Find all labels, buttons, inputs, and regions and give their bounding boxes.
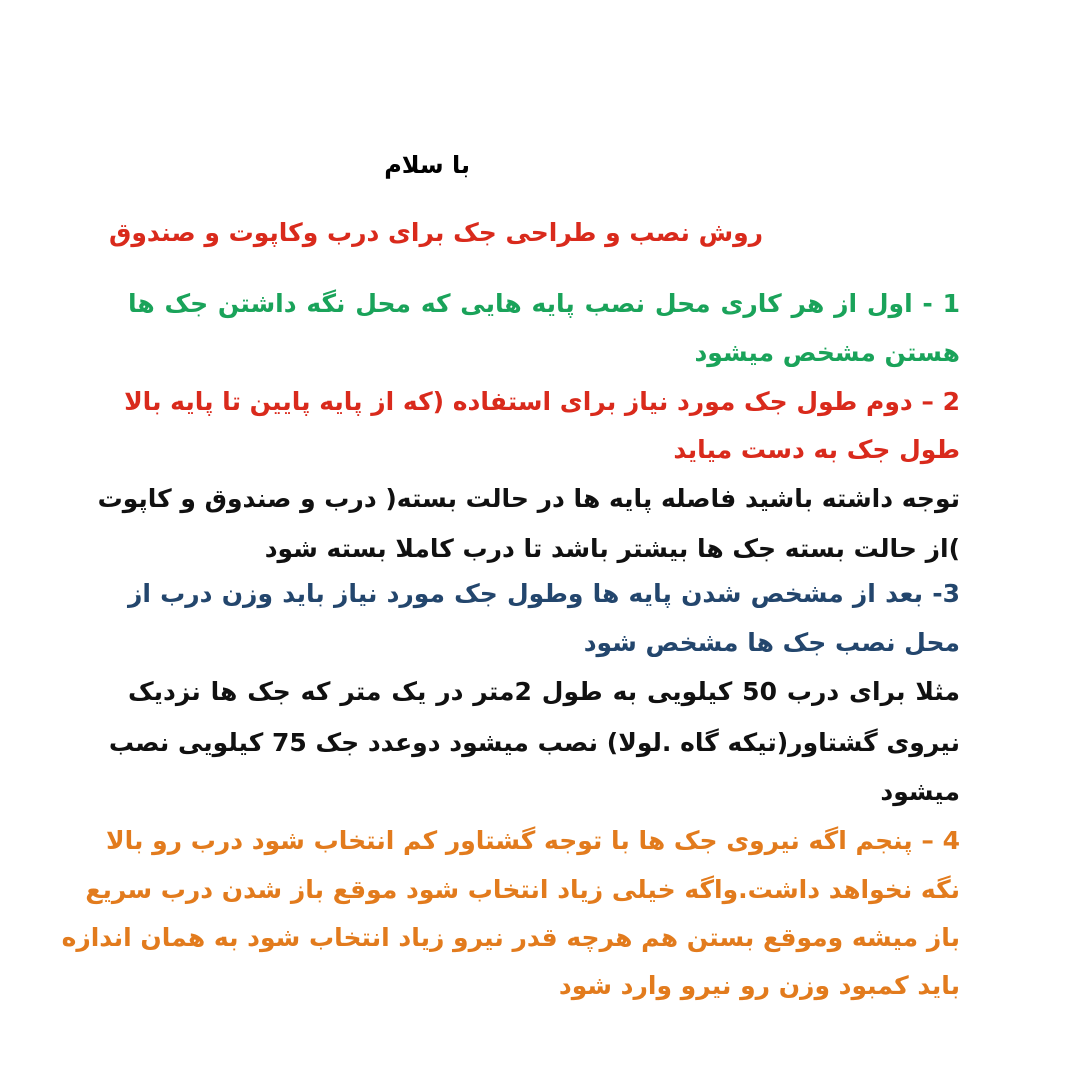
step2-line1: 2 – دوم طول جک مورد نیاز برای استفاده (که از پایه پایین تا پایه بالا: [124, 387, 960, 416]
step1-line1: 1 - اول از هر کاری محل نصب پایه هایی که محل نگه داشتن جک ها: [128, 289, 960, 318]
step5-line2: نگه نخواهد داشت.واگه خیلی زیاد انتخاب شود موقع باز شدن درب سریع: [85, 875, 960, 904]
note-line2: )از حالت بسته جک ها بیشتر باشد تا درب کاملا بسته شود: [264, 534, 960, 563]
example-line1: مثلا برای درب 50 کیلویی به طول 2متر در یک متر که جک ها نزدیک: [128, 677, 960, 706]
document-title: روش نصب و طراحی جک برای درب وکاپوت و صندوق: [108, 218, 763, 247]
step2-line2: طول جک به دست میاید: [673, 435, 960, 464]
step1-line2: هستن مشخص میشود: [694, 338, 960, 367]
note-line1: توجه داشته باشید فاصله پایه ها در حالت بسته( درب و صندوق و کاپوت: [97, 484, 960, 513]
step5-line3: باز میشه وموقع بستن هم هرچه قدر نیرو زیاد انتخاب شود به همان اندازه: [61, 923, 960, 952]
step3-line2: محل نصب جک ها مشخص شود: [583, 628, 960, 657]
greeting-text: با سلام: [384, 151, 470, 179]
example-line3: میشود: [880, 777, 960, 806]
step5-line4: باید کمبود وزن رو نیرو وارد شود: [558, 971, 960, 1000]
example-line2: نیروی گشتاور(تیکه گاه .لولا) نصب میشود دوعدد جک 75 کیلویی نصب: [108, 728, 960, 757]
step3-line1: 3- بعد از مشخص شدن پایه ها وطول جک مورد نیاز باید وزن درب از: [128, 579, 960, 608]
step5-line1: 4 – پنجم اگه نیروی جک ها با توجه گشتاور کم انتخاب شود درب رو بالا: [106, 826, 960, 855]
